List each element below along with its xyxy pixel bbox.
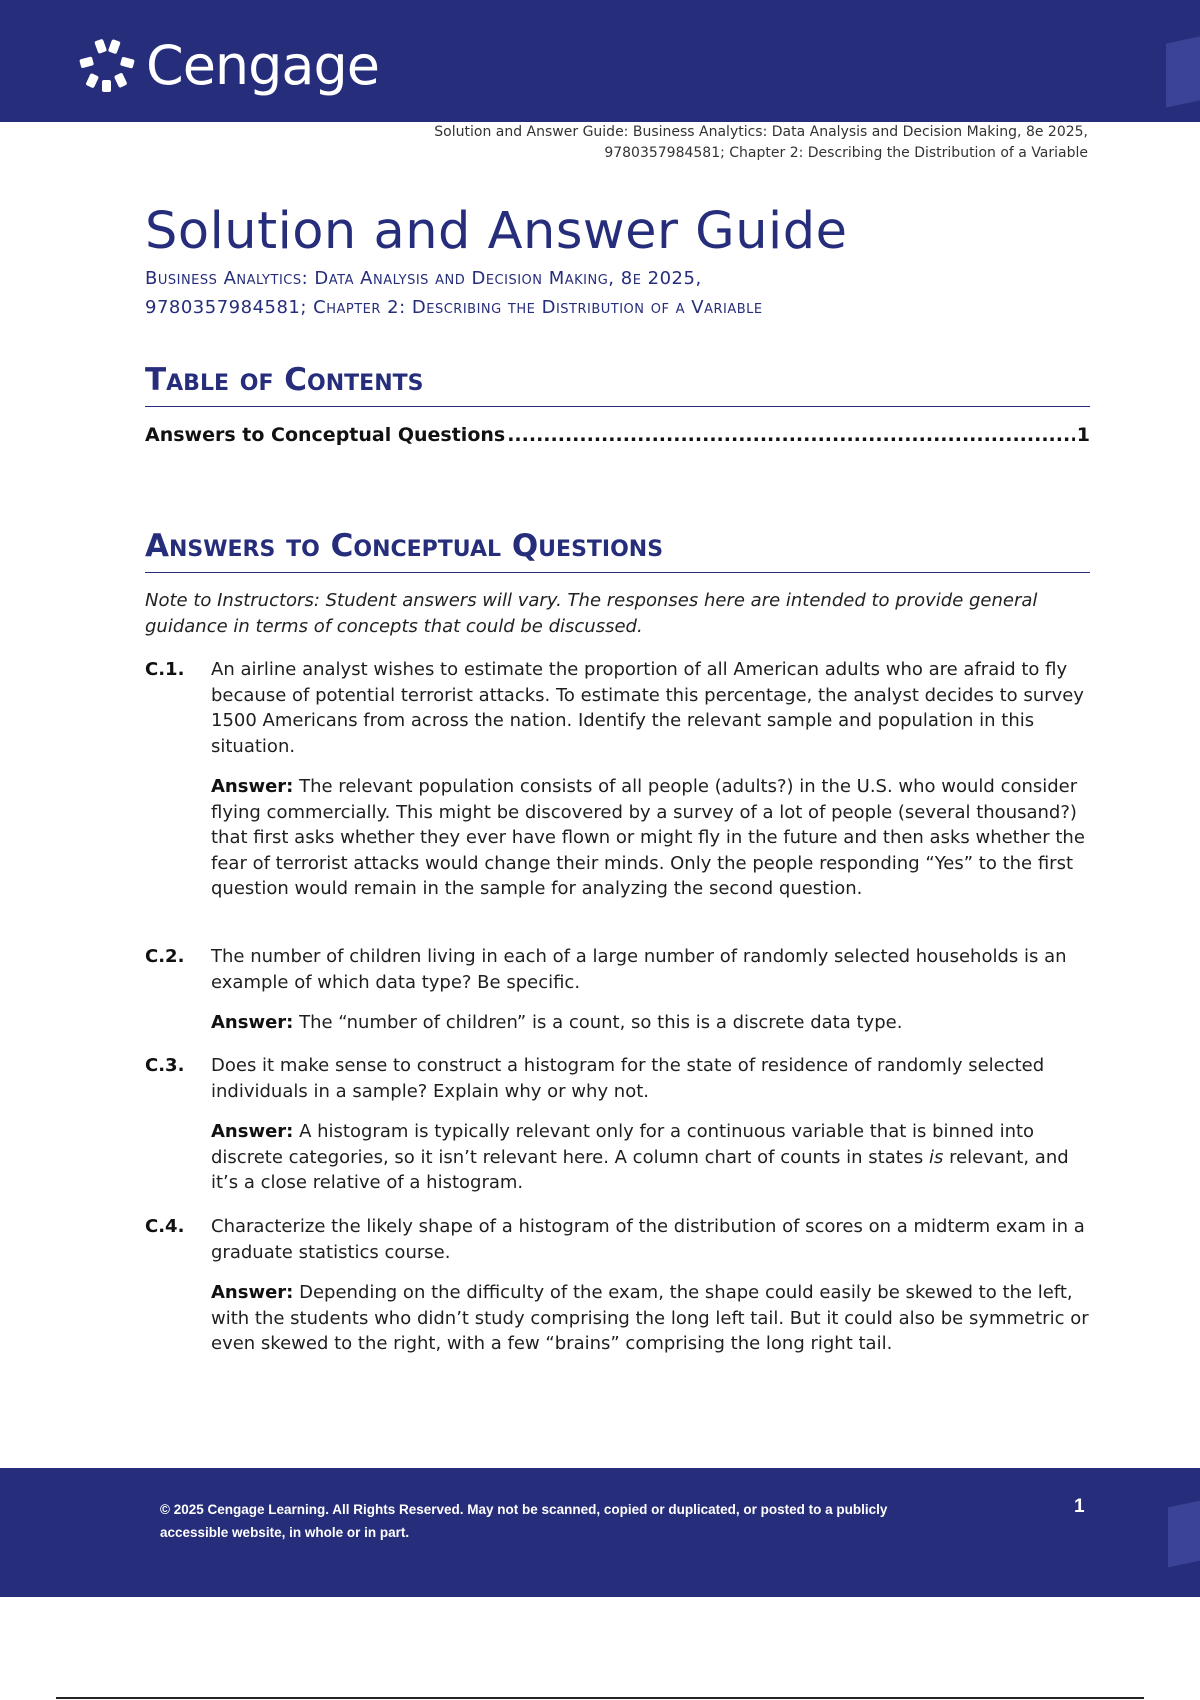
- bottom-divider: [56, 1697, 1144, 1699]
- subtitle-line-2: 9780357984581; Chapter 2: Describing the Distribution of a Variable: [145, 297, 763, 318]
- question-number: C.3.: [145, 1055, 185, 1076]
- running-head-line-2: 9780357984581; Chapter 2: Describing the Distribution of a Variable: [604, 145, 1088, 161]
- subtitle-line-1: Business Analytics: Data Analysis and Decision Making, 8e 2025,: [145, 268, 702, 289]
- answer-block: [211, 1010, 1090, 1036]
- question-text: The number of children living in each of a large number of randomly selected households is an example of which data type? Be specific.: [211, 946, 1067, 993]
- toc-entry-page[interactable]: 1: [1076, 424, 1090, 446]
- footer-corner-decoration: [1168, 1501, 1200, 1568]
- question-block-c1: [145, 657, 1090, 902]
- running-head: [188, 122, 1088, 164]
- instructor-note: Note to Instructors: Student answers will vary. The responses here are intended to provide general guidance in terms of concepts that could be discussed.: [145, 590, 1038, 637]
- answer-label: Answer:: [211, 1012, 294, 1033]
- copyright-line-2: accessible website, in whole or in part.: [160, 1525, 410, 1540]
- question-text: Characterize the likely shape of a histogram of the distribution of scores on a midterm exam in a graduate statistics course.: [211, 1216, 1085, 1263]
- footer-band: [0, 1468, 1200, 1597]
- copyright-line-1: © 2025 Cengage Learning. All Rights Reserved. May not be scanned, copied or duplicated, or posted to a publicly: [160, 1502, 888, 1517]
- section-heading: Answers to Conceptual Questions: [145, 526, 1090, 573]
- toc-entry-label[interactable]: Answers to Conceptual Questions: [145, 424, 506, 446]
- question-text: Does it make sense to construct a histogram for the state of residence of randomly selected individuals in a sample? Explain why or why not.: [211, 1055, 1045, 1102]
- question-row: [145, 1053, 1090, 1104]
- question-block-c3: [145, 1053, 1090, 1196]
- document-subtitle: [145, 264, 1085, 322]
- answer-block: [211, 774, 1090, 902]
- question-number: C.1.: [145, 659, 185, 680]
- answer-block: [211, 1119, 1090, 1196]
- copyright-notice: [160, 1498, 960, 1544]
- header-corner-decoration: [1166, 36, 1200, 107]
- answer-block: [211, 1280, 1090, 1357]
- answer-text: The relevant population consists of all people (adults?) in the U.S. who would consider flying commercially. This might be discovered by a survey of a lot of people (several thousand?) that first asks whether they ever have flown or might fly in the future and then asks whether the fear of terrorist attacks would change their minds. Only the people responding “Yes” to the first question would remain in the sample for analyzing the second question.: [211, 776, 1085, 899]
- answer-text: A histogram is typically relevant only for a continuous variable that is binned into discrete categories, so it isn’t relevant here. A column chart of counts in states: [211, 1121, 1035, 1168]
- page-number: 1: [1074, 1496, 1085, 1517]
- answer-text: Depending on the difficulty of the exam, the shape could easily be skewed to the left, with the students who didn’t study comprising the long left tail. But it could also be symmetric or even skewed to the right, with a few “brains” comprising the long right tail.: [211, 1282, 1089, 1354]
- question-row: [145, 1214, 1090, 1265]
- answer-text-continued: relevant, and it’s a close relative of a histogram.: [211, 1146, 1069, 1193]
- header-band: [0, 0, 1200, 122]
- running-head-line-1: Solution and Answer Guide: Business Analytics: Data Analysis and Decision Making, 8e 2025,: [434, 124, 1088, 140]
- document-title: Solution and Answer Guide: [145, 202, 848, 261]
- toc-heading: Table of Contents: [145, 360, 1090, 407]
- question-block-c4: [145, 1214, 1090, 1357]
- question-number: C.2.: [145, 946, 185, 967]
- cengage-logo-icon: [76, 36, 138, 96]
- brand-name: Cengage: [146, 34, 380, 97]
- brand-logo: [76, 36, 379, 96]
- question-number: C.4.: [145, 1216, 185, 1237]
- question-text: An airline analyst wishes to estimate the proportion of all American adults who are afraid to fly because of potential terrorist attacks. To estimate this percentage, the analyst decides to survey 1500 Americans from across the nation. Identify the relevant sample and population in this situation.: [211, 659, 1084, 757]
- answer-emphasis: is: [928, 1146, 944, 1168]
- answer-label: Answer:: [211, 776, 294, 797]
- answer-label: Answer:: [211, 1121, 294, 1142]
- question-block-c2: [145, 944, 1090, 1036]
- answer-label: Answer:: [211, 1282, 294, 1303]
- question-row: [145, 944, 1090, 995]
- question-row: [145, 657, 1090, 759]
- toc-entry[interactable]: [145, 424, 1090, 446]
- answer-text: The “number of children” is a count, so this is a discrete data type.: [299, 1012, 903, 1033]
- toc-leader-dots: [507, 424, 1075, 446]
